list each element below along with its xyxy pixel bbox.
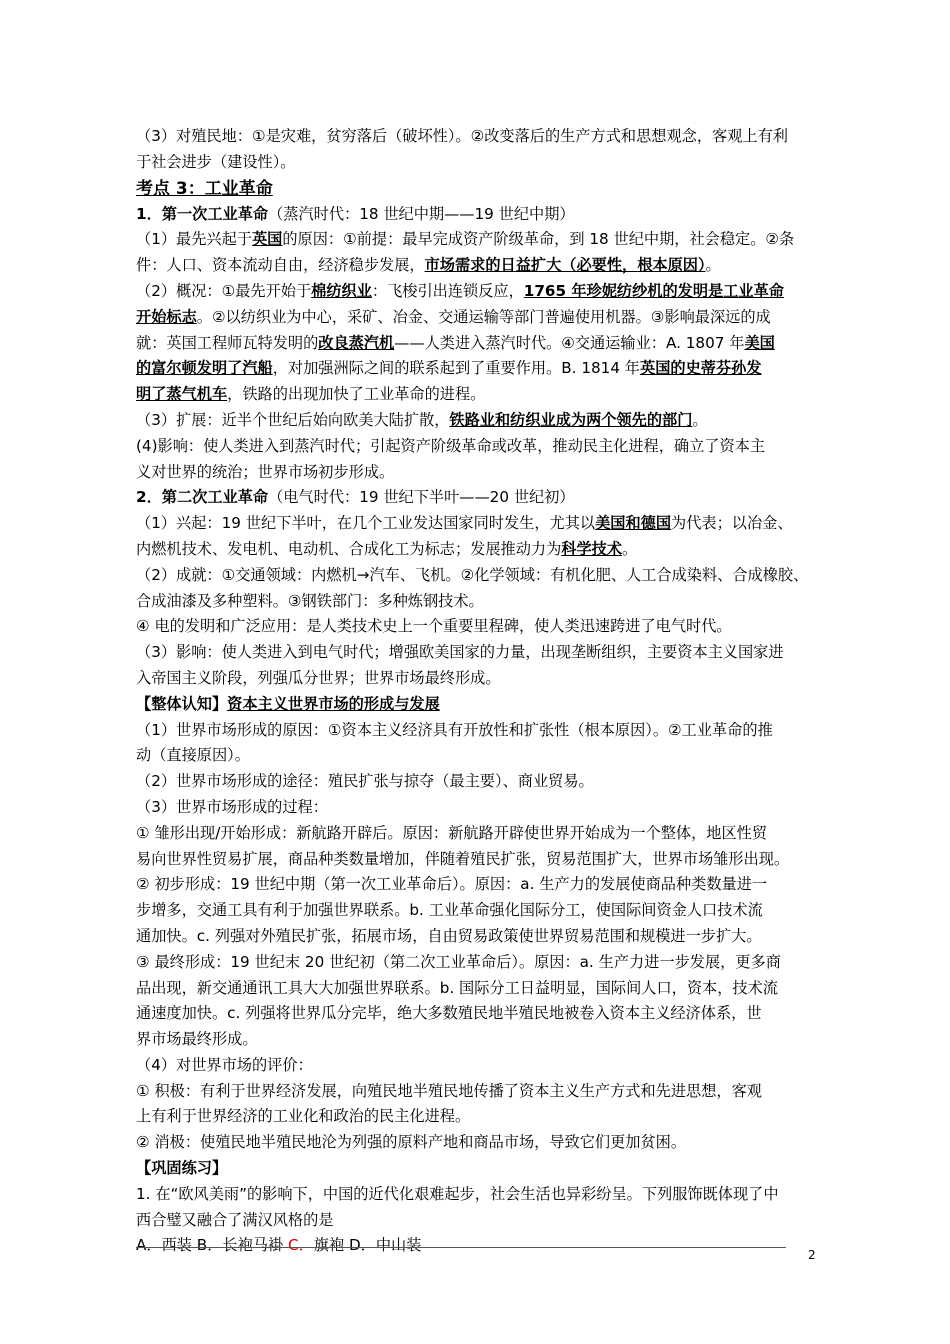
document-body [136,124,826,1259]
text-run: （电气时代：19 世纪下半叶——20 世纪初） [268,488,575,507]
text-run: 的原因：①前提：最早完成资产阶级革命，到 18 世纪中期，社会稳定。②条 [282,230,795,249]
text-run: 。②以纺织业为中心，采矿、冶金、交通运输等部门普遍使用机器。③影响最深远的成 [196,307,771,326]
text-run: 动（直接原因）。 [136,746,250,765]
text-run: （1）世界市场形成的原因：①资本主义经济具有开放性和扩张性（根本原因）。②工业革命的推 [136,720,773,739]
text-run: ① 雏形出现/开始形成：新航路开辟后。原因：新航路开辟使世界开始成为一个整体，地区性贸 [136,823,768,842]
text-line [136,821,826,847]
text-run: 西合璧又融合了满汉风格的是 [136,1210,334,1229]
text-run: 【整体认知】 [136,694,228,713]
text-run: ，铁路的出现加快了工业革命的进程。 [227,385,486,404]
text-run: 旗袍 D．中山装 [313,1236,422,1255]
text-run: 件：人口、资本流动自由，经济稳步发展， [136,256,425,275]
text-line [136,331,826,357]
text-run: 英国的史蒂芬孙发 [640,359,762,378]
text-run: 通速度加快。c. 列强将世界瓜分完毕，绝大多数殖民地半殖民地被卷入资本主义经济体系，世 [136,1004,762,1023]
text-run: 1. 在“欧风美雨”的影响下，中国的近代化艰难起步，社会生活也异彩纷呈。下列服饰既体现了中 [136,1184,779,1203]
text-run: （3）扩展：近半个世纪后始向欧美大陆扩散， [136,410,450,429]
text-run: 2．第二次工业革命 [136,488,269,507]
text-line [136,847,826,873]
text-run: 界市场最终形成。 [136,1030,258,1049]
text-run: （1）兴起：19 世纪下半叶，在几个工业发达国家同时发生，尤其以 [136,514,596,533]
text-line [136,666,826,692]
text-line [136,563,826,589]
text-line [136,408,826,434]
footer-rule [136,1247,786,1248]
text-run: 考点 3：工业革命 [136,178,273,199]
text-line [136,614,826,640]
text-run: 于社会进步（建设性）。 [136,152,296,171]
text-run: 上有利于世界经济的工业化和政治的民主化进程。 [136,1107,471,1126]
text-run: （3）对殖民地：①是灾难，贫穷落后（破坏性）。②改变落后的生产方式和思想观念，客观上有利 [136,127,788,145]
text-run: ② 消极：使殖民地半殖民地沦为列强的原料产地和商品市场，导致它们更加贫困。 [136,1133,687,1152]
text-run: 美国 [744,333,775,352]
text-line [136,356,826,382]
text-run: 棉纺织业 [311,281,372,300]
text-run: 步增多，交通工具有利于加强世界联系。b. 工业革命强化国际分工，使国际间资金人口技术流 [136,901,763,920]
text-run: 1．第一次工业革命 [136,204,269,223]
text-run: ——人类进入蒸汽时代。④交通运输业：A. 1807 年 [394,333,745,352]
text-line [136,1001,826,1027]
section-heading [136,176,826,202]
text-run: 义对世界的统治；世界市场初步形成。 [136,462,395,481]
text-run: （2）概况：①最先开始于 [136,281,312,300]
text-run: 改良蒸汽机 [318,333,395,352]
text-line [136,227,826,253]
text-run: （3）世界市场形成的过程： [136,797,328,816]
text-line [136,382,826,408]
text-line [136,1130,826,1156]
text-run: ③ 最终形成：19 世纪末 20 世纪初（第二次工业革命后）。原因：a. 生产力进一步发展，更多商 [136,952,781,971]
text-line [136,1027,826,1053]
text-run: （2）世界市场形成的途径：殖民扩张与掠夺（最主要）、商业贸易。 [136,772,594,791]
text-line [136,924,826,950]
text-line [136,434,826,460]
text-line [136,460,826,486]
text-run: 铁路业和纺织业成为两个领先的部门 [449,410,693,429]
text-run: 明了蒸气机车 [136,385,228,404]
text-line [136,1156,826,1182]
text-run: 的富尔顿发明了汽船 [136,359,273,378]
text-line [136,537,826,563]
text-line [136,795,826,821]
text-run: 。 [705,256,721,275]
text-run: A．西装 B．长袍马褂 [136,1236,288,1255]
text-run: （2）成就：①交通领域：内燃机→汽车、飞机。②化学领域：有机化肥、人工合成染料、合成橡胶、 [136,565,809,584]
text-run: （3）影响：使人类进入到电气时代；增强欧美国家的力量，出现垄断组织，主要资本主义国家进 [136,643,784,662]
text-line [136,511,826,537]
text-run: 开始标志 [136,307,197,326]
text-run: 1765 年珍妮纺纱机的发明是工业革命 [523,281,784,300]
text-line [136,589,826,615]
text-line [136,692,826,718]
text-run: 为代表；以冶金、 [671,514,793,533]
text-line [136,1104,826,1130]
text-line [136,640,826,666]
text-line [136,950,826,976]
text-line [136,1208,826,1234]
text-run: C． [287,1236,314,1255]
text-line [136,898,826,924]
text-run: ，对加强洲际之间的联系起到了重要作用。B. 1814 年 [272,359,640,378]
text-run: 市场需求的日益扩大（必要性，根本原因） [424,256,706,275]
text-run: 【巩固练习】 [136,1159,228,1178]
text-line [136,305,826,331]
text-run: 内燃机技术、发电机、电动机、合成化工为标志；发展推动力为 [136,539,562,558]
text-run: 入帝国主义阶段，列强瓜分世界；世界市场最终形成。 [136,668,501,687]
text-line [136,124,826,150]
text-run: (4)影响：使人类进入到蒸汽时代；引起资产阶级革命或改革，推动民主化进程，确立了资本主 [136,436,766,455]
text-line [136,202,826,228]
text-run: 资本主义世界市场的形成与发展 [227,694,440,713]
text-run: （1）最先兴起于 [136,230,252,249]
text-line [136,1182,826,1208]
text-run: （蒸汽时代：18 世纪中期——19 世纪中期） [268,204,575,223]
text-run: 易向世界性贸易扩展，商品种类数量增加，伴随着殖民扩张，贸易范围扩大，世界市场雏形出现。 [136,849,790,868]
text-run: ② 初步形成：19 世纪中期（第一次工业革命后）。原因：a. 生产力的发展使商品种类数量进一 [136,875,768,894]
text-run: 。 [622,539,638,558]
text-run: ④ 电的发明和广泛应用：是人类技术史上一个重要里程碑，使人类迅速跨进了电气时代。 [136,617,732,636]
text-run: 通加快。c. 列强对外殖民扩张，拓展市场，自由贸易政策使世界贸易范围和规模进一步扩大。 [136,926,762,945]
text-run: 就：英国工程师瓦特发明的 [136,333,319,352]
text-line [136,743,826,769]
text-run: 科学技术 [561,539,622,558]
text-run: 合成油漆及多种塑料。③钢铁部门：多种炼钢技术。 [136,591,484,610]
text-line [136,279,826,305]
text-line [136,1053,826,1079]
text-line [136,1079,826,1105]
text-run: 品出现，新交通通讯工具大大加强世界联系。b. 国际分工日益明显，国际间人口，资本，技术流 [136,978,778,997]
text-run: ① 积极：有利于世界经济发展，向殖民地半殖民地传播了资本主义生产方式和先进思想，客观 [136,1081,762,1100]
text-line [136,485,826,511]
text-line [136,718,826,744]
text-line [136,872,826,898]
page-number: 2 [808,1248,816,1262]
text-line [136,150,826,176]
text-run: 。 [692,410,708,429]
text-line [136,769,826,795]
text-line [136,976,826,1002]
text-run: ：飞梭引出连锁反应， [371,281,524,300]
text-line [136,253,826,279]
text-run: 美国和德国 [595,514,672,533]
text-run: 英国 [251,230,283,249]
text-run: （4）对世界市场的评价： [136,1055,313,1074]
